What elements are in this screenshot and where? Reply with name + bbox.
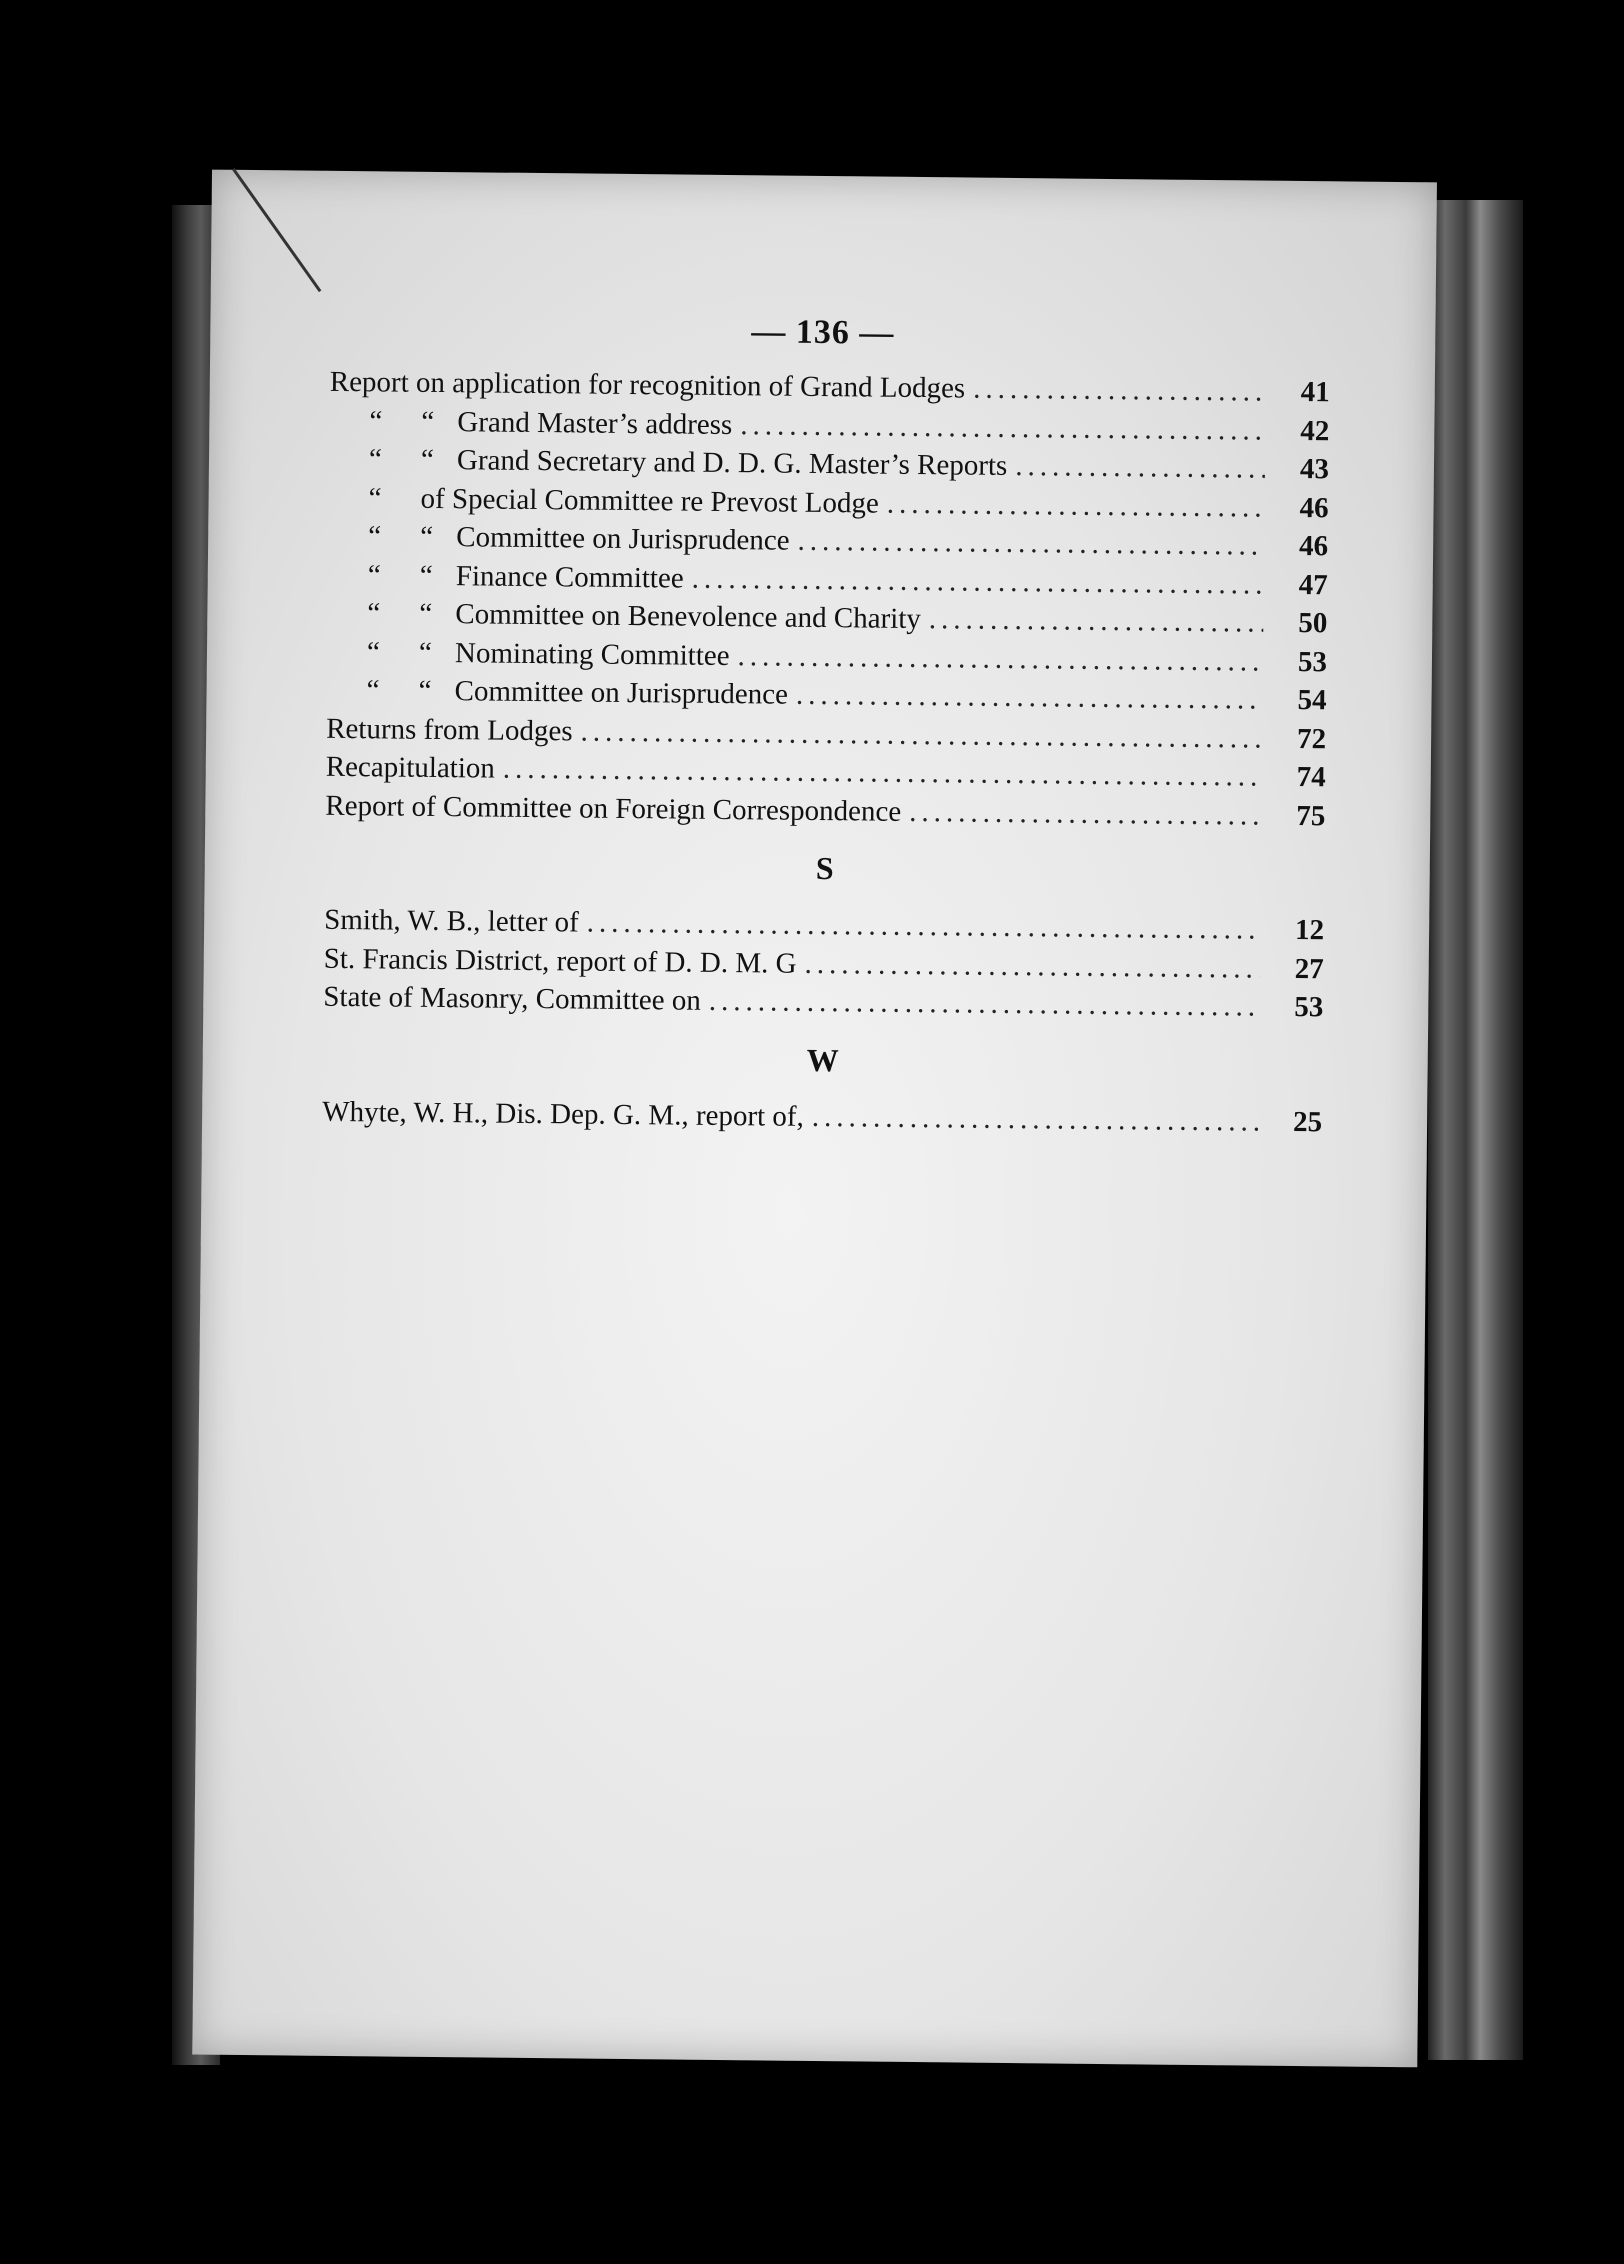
entry-page: 27	[1294, 952, 1324, 985]
entry-page: 47	[1298, 568, 1328, 601]
ditto-mark: “	[366, 635, 381, 668]
entry-page: 53	[1294, 990, 1324, 1024]
entry-label: Committee on Benevolence and Charity	[455, 598, 922, 636]
ditto-mark: “	[419, 597, 433, 630]
ditto-mark: “	[418, 674, 432, 707]
entry-page: 12	[1294, 913, 1325, 947]
entry-label: Whyte, W. H., Dis. Dep. G. M., report of,	[322, 1095, 804, 1133]
entry-label: Report of Committee on Foreign Correspondence	[325, 789, 902, 828]
section-heading-w: W	[806, 1041, 839, 1078]
leader-dots	[909, 792, 1262, 834]
entry-label: Committee on Jurisprudence	[456, 521, 790, 557]
ditto-mark: “	[419, 559, 433, 592]
entry-label: Committee on Jurisprudence	[454, 675, 789, 711]
ditto-mark: “	[421, 405, 435, 438]
page-number: — 136 —	[751, 313, 895, 352]
entry-label: St. Francis District, report of D. D. M. G	[323, 942, 797, 980]
ditto-mark: “	[369, 404, 383, 437]
ditto-mark: “	[418, 636, 433, 669]
leader-dots	[737, 637, 1263, 681]
leader-dots	[797, 522, 1264, 565]
entry-page: 72	[1296, 722, 1327, 755]
leader-dots	[691, 559, 1263, 603]
entry-page: 50	[1298, 606, 1328, 640]
ditto-mark: “	[368, 443, 383, 476]
page-scratch-mark	[232, 168, 321, 292]
entry-page: 42	[1300, 414, 1330, 447]
leader-dots	[812, 1097, 1259, 1140]
entry-page: 75	[1296, 799, 1326, 832]
entry-label: Nominating Committee	[454, 636, 730, 672]
entry-page: 46	[1298, 529, 1329, 563]
leader-dots	[973, 370, 1266, 412]
leader-dots	[804, 944, 1260, 987]
entry-label: Smith, W. B., letter of	[324, 903, 579, 939]
ditto-mark: “	[368, 481, 382, 514]
entry-label: Recapitulation	[325, 750, 496, 785]
entry-label: State of Masonry, Committee on	[323, 980, 702, 1017]
entry-page: 54	[1297, 683, 1327, 717]
leader-dots	[887, 484, 1265, 526]
book-edge-right	[1428, 200, 1523, 2060]
entry-page: 74	[1296, 760, 1326, 794]
ditto-mark: “	[420, 443, 435, 476]
entry-page: 46	[1299, 491, 1329, 524]
entry-label: Grand Master’s address	[457, 405, 733, 441]
ditto-mark: “	[420, 520, 434, 553]
entry-label: Finance Committee	[455, 559, 684, 595]
section-heading-s: S	[815, 849, 834, 887]
ditto-mark: “	[368, 520, 382, 553]
leader-dots	[1015, 447, 1265, 488]
entry-page: 53	[1297, 645, 1328, 678]
ditto-mark: “	[366, 674, 380, 707]
leader-dots	[796, 676, 1263, 719]
leader-dots	[740, 406, 1265, 450]
entry-label: Report on application for recognition of Grand Lodges	[329, 365, 966, 405]
ditto-mark: “	[367, 597, 381, 630]
entry-page: 41	[1300, 376, 1330, 409]
leader-dots	[929, 600, 1264, 642]
index-entries	[322, 363, 1330, 1141]
ditto-mark: “	[367, 558, 381, 591]
leader-dots	[709, 982, 1260, 1026]
entry-label: Returns from Lodges	[326, 712, 573, 747]
page-sheet	[192, 170, 1437, 2068]
entry-page: 25	[1292, 1105, 1323, 1138]
entry-page: 43	[1299, 452, 1330, 486]
entry-label: of Special Committee re Prevost Lodge	[420, 482, 880, 520]
entry-label: Grand Secretary and D. D. G. Master’s Reports	[456, 444, 1008, 482]
